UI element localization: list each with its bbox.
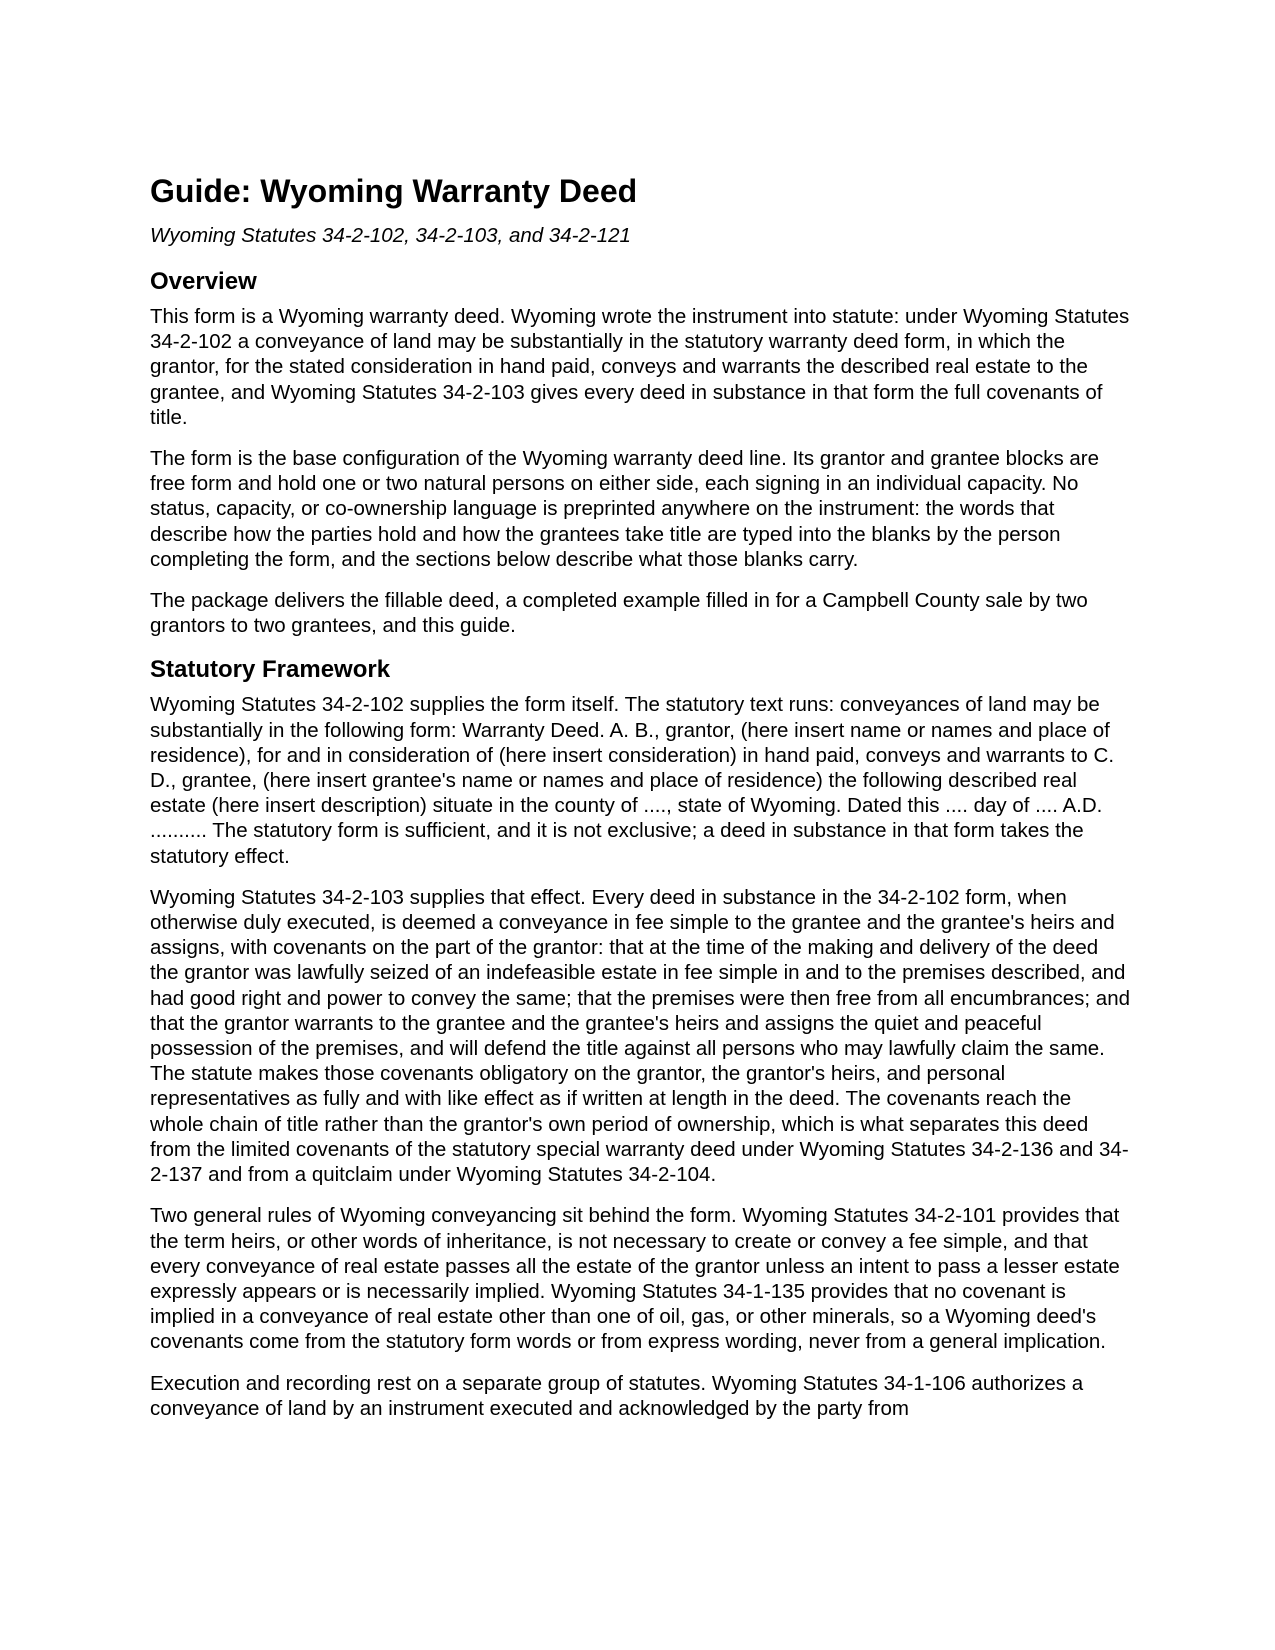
section-statutory-framework [150, 656, 1130, 1420]
overview-paragraph-2: The form is the base configuration of the Wyoming warranty deed line. Its grantor and grantee blocks are free form and hold one or two natural persons on either side, each signing in an individual capacity. No status, capacity, or co-ownership language is preprinted anywhere on the instrument: the words that describe how the parties hold and how the grantees take title are typed into the blanks by the person completing the form, and the sections below describe what those blanks carry. [150, 447, 1100, 571]
overview-paragraph-1: This form is a Wyoming warranty deed. Wyoming wrote the instrument into statute: under Wyoming Statutes 34-2-102 a conveyance of land may be substantially in the statutory warranty deed form, in which the grantor, for the stated consideration in hand paid, conveys and warrants the described real estate to the grantee, and Wyoming Statutes 34-2-103 gives every deed in substance in that form the full covenants of title. [150, 305, 1130, 429]
overview-paragraph-3: The package delivers the fillable deed, a completed example filled in for a Campbell County sale by two grantors to two grantees, and this guide. [150, 589, 1088, 638]
section-heading-statutory-framework: Statutory Framework [150, 656, 391, 684]
document-title: Guide: Wyoming Warranty Deed [150, 173, 638, 209]
framework-paragraph-3: Two general rules of Wyoming conveyancing sit behind the form. Wyoming Statutes 34-2-101 provides that the term heirs, or other words of inheritance, is not necessary to create or convey a fee simple, and that every conveyance of real estate passes all the estate of the grantor unless an intent to pass a lesser estate expressly appears or is necessarily implied. Wyoming Statutes 34-1-135 provides that no covenant is implied in a conveyance of real estate other than one of oil, gas, or other minerals, so a Wyoming deed's covenants come from the statutory form words or from express wording, never from a general implication. [150, 1204, 1120, 1354]
section-overview [150, 268, 1130, 638]
document-page [150, 172, 1130, 1437]
framework-paragraph-2: Wyoming Statutes 34-2-103 supplies that effect. Every deed in substance in the 34-2-102 form, when otherwise duly executed, is deemed a conveyance in fee simple to the grantee and the grantee's heirs and assigns, with covenants on the part of the grantor: that at the time of the making and delivery of the deed the grantor was lawfully seized of an indefeasible estate in fee simple in and to the premises described, and had good right and power to convey the same; that the premises were then free from all encumbrances; and that the grantor warrants to the grantee and the grantee's heirs and assigns the quiet and peaceful possession of the premises, and will defend the title against all persons who may lawfully claim the same. The statute makes those covenants obligatory on the grantor, the grantor's heirs, and personal representatives as fully and with like effect as if written at length in the deed. The covenants reach the whole chain of title rather than the grantor's own period of ownership, which is what separates this deed from the limited covenants of the statutory special warranty deed under Wyoming Statutes 34-2-136 and 34-2-137 and from a quitclaim under Wyoming Statutes 34-2-104. [150, 885, 1130, 1187]
framework-paragraph-1: Wyoming Statutes 34-2-102 supplies the form itself. The statutory text runs: conveyances of land may be substantially in the following form: Warranty Deed. A. B., grantor, (here insert name or names and place of residence), for and in consideration of (here insert consideration) in hand paid, conveys and warrants to C. D., grantee, (here insert grantee's name or names and place of residence) the following described real estate (here insert description) situate in the county of ...., state of Wyoming. Dated this .... day of .... A.D. .......... The statutory form is sufficient, and it is not exclusive; a deed in substance in that form takes the statutory effect. [150, 693, 1115, 868]
framework-paragraph-4: Execution and recording rest on a separate group of statutes. Wyoming Statutes 34-1-106 authorizes a conveyance of land by an instrument executed and acknowledged by the party from [150, 1371, 1084, 1420]
section-heading-overview: Overview [150, 268, 257, 295]
document-subtitle: Wyoming Statutes 34-2-102, 34-2-103, and 34-2-121 [150, 224, 631, 247]
